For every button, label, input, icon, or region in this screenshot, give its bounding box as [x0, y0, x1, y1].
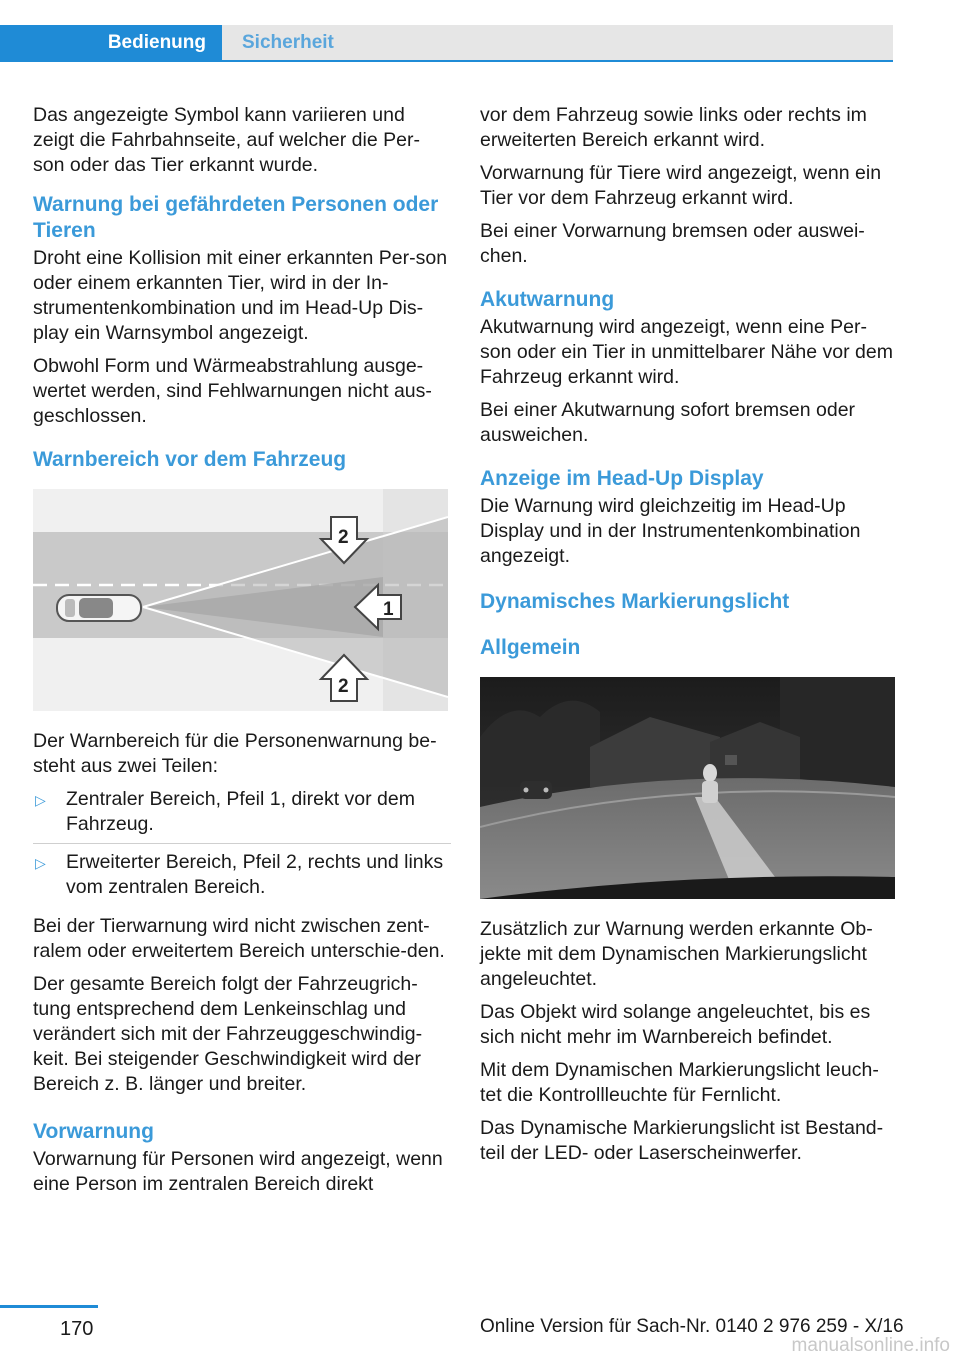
paragraph: Der gesamte Bereich folgt der Fahrzeugrich-tung entsprechend dem Lenkeinschlag und verändert sich mit der Fahrzeuggeschwindig-keit. Bei steigender Geschwindigkeit wird der Bereich z. B. länger und breiter. [33, 973, 423, 1095]
arrow-2-bottom-label: 2 [338, 676, 349, 697]
heading-allgemein: Allgemein [480, 636, 581, 659]
paragraph: Zusätzlich zur Warnung werden erkannte Ob-jekte mit dem Dynamischen Markierungslicht angeleuchtet. [480, 918, 873, 990]
paragraph: Bei der Tierwarnung wird nicht zwischen zent-ralem oder erweitertem Bereich unterschie-den. [33, 915, 445, 962]
heading-dynamisches-markierungslicht: Dynamisches Markierungslicht [480, 590, 790, 613]
paragraph: Das Dynamische Markierungslicht ist Bestand-teil der LED- oder Laserscheinwerfer. [480, 1117, 884, 1164]
paragraph: Vorwarnung für Personen wird angezeigt, wenn eine Person im zentralen Bereich direkt [33, 1148, 443, 1195]
list-item: ▷ Zentraler Bereich, Pfeil 1, direkt vor dem Fahrzeug. [33, 787, 451, 844]
page-number: 170 [60, 1318, 94, 1340]
car-icon [57, 595, 141, 621]
tab-sicherheit[interactable]: Sicherheit [222, 25, 893, 61]
heading-akutwarnung: Akutwarnung [480, 288, 615, 311]
watermark: manualsonline.info [791, 1335, 950, 1356]
heading-vorwarnung: Vorwarnung [33, 1120, 154, 1143]
paragraph: Der Warnbereich für die Personenwarnung be-steht aus zwei Teilen: [33, 730, 437, 777]
paragraph: Droht eine Kollision mit einer erkannten Per-son oder einem erkannten Tier, wird in der In-strumentenkombination und im Head-Up Dis-play ein Warnsymbol angezeigt. [33, 247, 448, 344]
paragraph: Das Objekt wird solange angeleuchtet, bis es sich nicht mehr im Warnbereich befindet. [480, 1001, 871, 1048]
online-version-text: Online Version für Sach-Nr. 0140 2 976 259 - X/16 [480, 1316, 904, 1337]
heading-warnbereich: Warnbereich vor dem Fahrzeug [33, 448, 347, 471]
arrow-1-label: 1 [383, 599, 394, 620]
left-column [33, 103, 451, 1205]
tab-bedienung[interactable]: Bedienung [0, 25, 222, 61]
paragraph: Das angezeigte Symbol kann variieren und zeigt die Fahrbahnseite, auf welcher die Per-son oder das Tier erkannt wurde. [33, 104, 420, 176]
paragraph: Mit dem Dynamischen Markierungslicht leuch-tet die Kontrollleuchte für Fernlicht. [480, 1059, 879, 1106]
header-tabs [0, 25, 893, 61]
paragraph: Bei einer Akutwarnung sofort bremsen oder ausweichen. [480, 399, 856, 446]
header-divider [0, 60, 893, 62]
paragraph: Vorwarnung für Tiere wird angezeigt, wenn ein Tier vor dem Fahrzeug erkannt wird. [480, 162, 882, 209]
paragraph: Akutwarnung wird angezeigt, wenn eine Per-son oder ein Tier in unmittelbarer Nähe vor dem Fahrzeug erkannt wird. [480, 316, 893, 388]
night-road-figure [480, 677, 895, 899]
bullet-list [33, 787, 451, 906]
warning-area-figure [33, 489, 448, 711]
heading-warnung: Warnung bei gefährdeten Personen oder Tieren [33, 193, 439, 242]
list-item: ▷ Erweiterter Bereich, Pfeil 2, rechts und links vom zentralen Bereich. [35, 851, 444, 898]
paragraph: vor dem Fahrzeug sowie links oder rechts im erweiterten Bereich erkannt wird. [480, 104, 867, 151]
triangle-bullet-icon: ▷ [35, 792, 46, 808]
heading-anzeige-hud: Anzeige im Head-Up Display [480, 467, 764, 490]
right-column [480, 103, 898, 1174]
paragraph: Die Warnung wird gleichzeitig im Head-Up Display und in der Instrumentenkombination angezeigt. [480, 495, 861, 567]
triangle-bullet-icon: ▷ [35, 855, 46, 871]
footer-divider [0, 1305, 98, 1308]
arrow-2-top-label: 2 [338, 527, 349, 548]
paragraph: Bei einer Vorwarnung bremsen oder auswei-chen. [480, 220, 865, 267]
paragraph: Obwohl Form und Wärmeabstrahlung ausge-wertet werden, sind Fehlwarnungen nicht aus-geschlossen. [33, 355, 432, 427]
